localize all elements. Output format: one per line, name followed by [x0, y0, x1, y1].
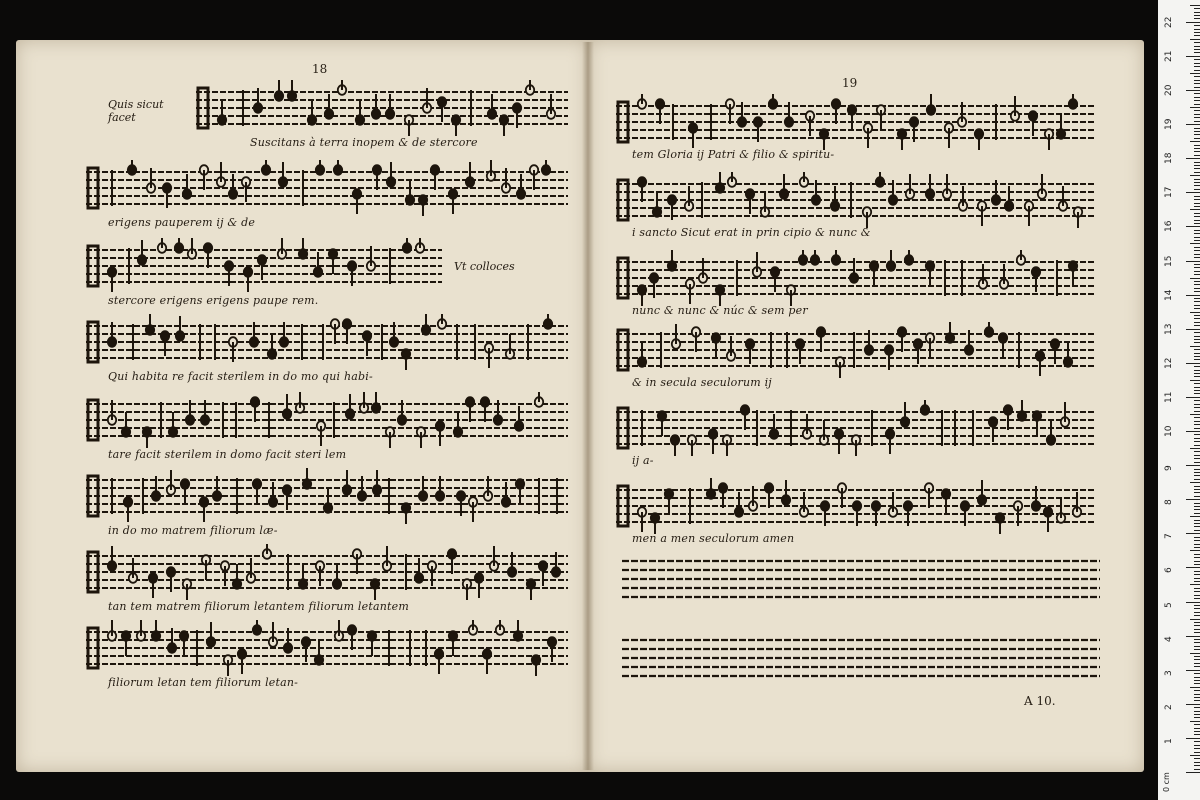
lyric-line-left-1: Suscitans à terra inopem & de stercore — [250, 136, 478, 149]
ruler-tick — [1194, 151, 1200, 152]
ruler-tick — [1194, 537, 1200, 538]
ruler-tick — [1194, 424, 1200, 425]
ruler-tick — [1194, 731, 1200, 732]
lyric-line-left-7: tan tem matrem filiorum letantem filiorum letantem — [108, 600, 409, 613]
ruler-tick — [1194, 216, 1200, 217]
ruler-tick — [1190, 516, 1200, 517]
ruler-tick — [1194, 561, 1200, 562]
ruler-tick — [1194, 172, 1200, 173]
ruler-tick — [1194, 649, 1200, 650]
ruler-tick — [1194, 462, 1200, 463]
ruler-tick — [1194, 383, 1200, 384]
ruler-tick — [1194, 63, 1200, 64]
ruler-tick — [1186, 158, 1200, 159]
music-staff-right-6 — [616, 476, 1096, 536]
music-staff-left-8 — [86, 618, 568, 678]
ruler-tick — [1186, 192, 1200, 193]
ruler-tick — [1194, 233, 1200, 234]
ruler-tick — [1194, 165, 1200, 166]
music-staff-left-3 — [86, 236, 442, 296]
ruler-tick — [1186, 124, 1200, 125]
ruler-tick — [1186, 465, 1200, 466]
ruler-tick — [1194, 407, 1200, 408]
ruler-tick — [1194, 411, 1200, 412]
ruler-cm-label: 1 — [1164, 738, 1174, 744]
ruler-tick — [1194, 196, 1200, 197]
ruler-tick — [1194, 264, 1200, 265]
ruler-tick — [1194, 530, 1200, 531]
ruler-tick — [1194, 680, 1200, 681]
ruler-tick — [1190, 73, 1200, 74]
ruler-cm-label: 3 — [1164, 669, 1174, 676]
ruler-tick — [1194, 673, 1200, 674]
ruler-tick — [1194, 366, 1200, 367]
ruler-tick — [1194, 131, 1200, 132]
ruler-tick — [1194, 700, 1200, 701]
ruler-tick — [1194, 540, 1200, 541]
ruler-tick — [1194, 254, 1200, 255]
ruler-tick — [1194, 734, 1200, 735]
ruler-tick — [1194, 741, 1200, 742]
ruler-tick — [1186, 567, 1200, 568]
ruler-cm-label: 21 — [1164, 50, 1174, 62]
ruler-tick — [1194, 642, 1200, 643]
ruler-tick — [1194, 758, 1200, 759]
lyric-line-right-1: tem Gloria ij Patri & filio & spiritu- — [632, 148, 835, 161]
lyric-line-right-2: i sancto Sicut erat in prin cipio & nunc & — [632, 226, 871, 239]
ruler-tick — [1194, 434, 1200, 435]
ruler-tick — [1194, 690, 1200, 691]
ruler-tick — [1194, 257, 1200, 258]
lyric-line-right-6: men a men seculorum amen — [632, 532, 795, 545]
ruler-cm-label: 5 — [1164, 601, 1174, 608]
ruler-tick — [1194, 370, 1200, 371]
ruler-tick — [1186, 22, 1200, 23]
music-staff-right-4 — [616, 320, 1096, 380]
ruler-tick — [1186, 56, 1200, 57]
ruler-tick — [1194, 274, 1200, 275]
ruler-tick — [1194, 523, 1200, 524]
ruler-tick — [1194, 571, 1200, 572]
ruler-tick — [1190, 278, 1200, 279]
ruler-tick — [1194, 8, 1200, 9]
ruler-tick — [1194, 574, 1200, 575]
ruler-tick — [1186, 738, 1200, 739]
ruler-tick — [1194, 49, 1200, 50]
ruler-tick — [1194, 451, 1200, 452]
ruler-tick — [1190, 5, 1200, 6]
ruler-cm-label: 13 — [1164, 323, 1174, 335]
ruler-tick — [1194, 15, 1200, 16]
ruler-tick — [1194, 185, 1200, 186]
ruler-tick — [1190, 346, 1200, 347]
ruler-cm-label: 8 — [1164, 499, 1174, 506]
ruler-tick — [1186, 499, 1200, 500]
music-staff-left-6 — [86, 466, 568, 526]
ruler-tick — [1194, 421, 1200, 422]
ruler-unit-label: 0 cm — [1162, 772, 1171, 792]
ruler-tick — [1194, 189, 1200, 190]
ruler-cm-label: 4 — [1164, 635, 1174, 642]
ruler-tick — [1194, 114, 1200, 115]
ruler-tick — [1194, 199, 1200, 200]
ruler-tick — [1194, 52, 1200, 53]
ruler-tick — [1194, 134, 1200, 135]
ruler-tick — [1194, 155, 1200, 156]
measurement-ruler — [1158, 0, 1200, 800]
ruler-tick — [1194, 318, 1200, 319]
ruler-tick — [1194, 162, 1200, 163]
ruler-tick — [1194, 18, 1200, 19]
ruler-tick — [1194, 247, 1200, 248]
ruler-tick — [1194, 707, 1200, 708]
ruler-tick — [1194, 598, 1200, 599]
ruler-tick — [1194, 284, 1200, 285]
ruler-tick — [1194, 544, 1200, 545]
ruler-tick — [1194, 656, 1200, 657]
ruler-tick — [1194, 769, 1200, 770]
ruler-tick — [1194, 717, 1200, 718]
ruler-tick — [1190, 107, 1200, 108]
ruler-cm-label: 18 — [1164, 152, 1174, 165]
ruler-tick — [1194, 591, 1200, 592]
ruler-tick — [1194, 373, 1200, 374]
ruler-tick — [1194, 298, 1200, 299]
ruler-tick — [1194, 59, 1200, 60]
ruler-tick — [1194, 417, 1200, 418]
ruler-tick — [1194, 711, 1200, 712]
ruler-tick — [1186, 226, 1200, 227]
ruler-cm-label: 12 — [1164, 357, 1174, 369]
ruler-tick — [1194, 83, 1200, 84]
ruler-tick — [1186, 533, 1200, 534]
ruler-tick — [1190, 39, 1200, 40]
music-staff-left-2 — [86, 158, 568, 218]
ruler-tick — [1194, 745, 1200, 746]
ruler-cm-label: 20 — [1164, 84, 1174, 96]
ruler-tick — [1190, 687, 1200, 688]
ruler-tick — [1194, 237, 1200, 238]
ruler-tick — [1190, 721, 1200, 722]
empty-staff-2 — [622, 636, 1100, 684]
ruler-tick — [1194, 666, 1200, 667]
ruler-tick — [1194, 557, 1200, 558]
ruler-tick — [1194, 489, 1200, 490]
ruler-tick — [1190, 584, 1200, 585]
ruler-cm-label: 22 — [1164, 16, 1174, 28]
ruler-tick — [1194, 117, 1200, 118]
ruler-tick — [1194, 472, 1200, 473]
ruler-tick — [1194, 393, 1200, 394]
empty-staff-1 — [622, 557, 1100, 605]
ruler-tick — [1186, 329, 1200, 330]
ruler-tick — [1194, 339, 1200, 340]
ruler-tick — [1194, 588, 1200, 589]
ruler-tick — [1194, 213, 1200, 214]
ruler-cm-label: 11 — [1164, 391, 1174, 403]
ruler-tick — [1194, 428, 1200, 429]
cue-text: Quis sicut facet — [108, 98, 164, 124]
ruler-tick — [1194, 359, 1200, 360]
ruler-tick — [1194, 612, 1200, 613]
ruler-tick — [1186, 261, 1200, 262]
ruler-tick — [1194, 97, 1200, 98]
ruler-tick — [1194, 438, 1200, 439]
ruler-tick — [1190, 653, 1200, 654]
lyric-line-left-5: tare facit sterilem in domo facit steri lem — [108, 448, 347, 461]
ruler-tick — [1194, 646, 1200, 647]
ruler-tick — [1194, 605, 1200, 606]
right-page-number: 19 — [842, 76, 858, 90]
ruler-tick — [1194, 80, 1200, 81]
ruler-tick — [1194, 267, 1200, 268]
lyric-line-right-4: & in secula seculorum ij — [632, 376, 772, 389]
music-staff-right-2 — [616, 170, 1096, 230]
ruler-cm-label: 14 — [1164, 289, 1174, 301]
music-staff-right-1 — [616, 92, 1096, 152]
ruler-tick — [1194, 697, 1200, 698]
ruler-tick — [1194, 659, 1200, 660]
ruler-tick — [1194, 458, 1200, 459]
lyric-line-left-6: in do mo matrem filiorum læ- — [108, 524, 278, 537]
ruler-tick — [1194, 639, 1200, 640]
ruler-cm-label: 10 — [1164, 425, 1174, 437]
ruler-tick — [1194, 765, 1200, 766]
ruler-tick — [1194, 179, 1200, 180]
music-staff-left-4 — [86, 312, 568, 372]
ruler-tick — [1194, 182, 1200, 183]
ruler-cm-label: 16 — [1164, 220, 1174, 233]
ruler-tick — [1186, 704, 1200, 705]
ruler-cm-label: 15 — [1164, 255, 1174, 267]
ruler-tick — [1194, 547, 1200, 548]
ruler-tick — [1190, 550, 1200, 551]
ruler-tick — [1194, 475, 1200, 476]
ruler-tick — [1190, 243, 1200, 244]
ruler-tick — [1194, 492, 1200, 493]
lyric-line-left-3: stercore erigens erigens paupe rem. — [108, 294, 319, 307]
left-page-number: 18 — [312, 62, 328, 76]
ruler-tick — [1194, 728, 1200, 729]
ruler-tick — [1190, 209, 1200, 210]
signature-mark: A 10. — [1024, 694, 1056, 708]
ruler-tick — [1194, 220, 1200, 221]
ruler-tick — [1190, 448, 1200, 449]
ruler-tick — [1194, 762, 1200, 763]
ruler-tick — [1194, 526, 1200, 527]
ruler-tick — [1186, 772, 1200, 773]
ruler-tick — [1194, 387, 1200, 388]
ruler-tick — [1194, 301, 1200, 302]
ruler-tick — [1194, 677, 1200, 678]
lyric-line-right-3: nunc & nunc & núc & sem per — [632, 304, 808, 317]
ruler-tick — [1194, 145, 1200, 146]
ruler-tick — [1194, 291, 1200, 292]
ruler-tick — [1194, 70, 1200, 71]
ruler-tick — [1194, 35, 1200, 36]
lyric-line-right-5: ij a- — [632, 454, 654, 467]
ruler-tick — [1194, 271, 1200, 272]
music-staff-left-7 — [86, 542, 568, 602]
ruler-tick — [1186, 602, 1200, 603]
ruler-tick — [1194, 46, 1200, 47]
ruler-tick — [1194, 441, 1200, 442]
ruler-tick — [1194, 615, 1200, 616]
ruler-tick — [1194, 554, 1200, 555]
ruler-tick — [1194, 128, 1200, 129]
ruler-tick — [1194, 496, 1200, 497]
ruler-tick — [1194, 66, 1200, 67]
ruler-tick — [1194, 445, 1200, 446]
ruler-tick — [1194, 455, 1200, 456]
ruler-tick — [1194, 503, 1200, 504]
ruler-tick — [1194, 632, 1200, 633]
ruler-cm-label: 9 — [1164, 465, 1174, 472]
lyric-line-left-8: filiorum letan tem filiorum letan- — [108, 676, 299, 689]
ruler-tick — [1186, 90, 1200, 91]
lyric-line-left-2: erigens pauperem ij & de — [108, 216, 256, 229]
ruler-tick — [1194, 110, 1200, 111]
ruler-tick — [1194, 479, 1200, 480]
ruler-tick — [1194, 104, 1200, 105]
ruler-tick — [1194, 288, 1200, 289]
ruler-tick — [1194, 223, 1200, 224]
ruler-tick — [1194, 520, 1200, 521]
music-staff-right-5 — [616, 398, 1096, 458]
ruler-tick — [1194, 400, 1200, 401]
ruler-tick — [1194, 322, 1200, 323]
ruler-cm-label: 7 — [1164, 533, 1174, 540]
ruler-tick — [1190, 414, 1200, 415]
ruler-tick — [1194, 148, 1200, 149]
ruler-tick — [1194, 564, 1200, 565]
ruler-tick — [1190, 619, 1200, 620]
ruler-tick — [1194, 376, 1200, 377]
ruler-tick — [1194, 206, 1200, 207]
ruler-cm-label: 17 — [1164, 186, 1174, 199]
ruler-tick — [1194, 342, 1200, 343]
ruler-tick — [1194, 581, 1200, 582]
ruler-tick — [1194, 509, 1200, 510]
ruler-tick — [1194, 349, 1200, 350]
ruler-tick — [1186, 295, 1200, 296]
ruler-tick — [1186, 363, 1200, 364]
ruler-tick — [1194, 308, 1200, 309]
ruler-tick — [1190, 312, 1200, 313]
ruler-tick — [1194, 469, 1200, 470]
ruler-tick — [1194, 29, 1200, 30]
ruler-tick — [1194, 608, 1200, 609]
ruler-tick — [1194, 12, 1200, 13]
ruler-tick — [1194, 622, 1200, 623]
ruler-tick — [1194, 629, 1200, 630]
ruler-tick — [1190, 755, 1200, 756]
ruler-tick — [1194, 100, 1200, 101]
ruler-tick — [1194, 390, 1200, 391]
lyric-line-left-4: Qui habita re facit sterilem in do mo qui habi- — [108, 370, 373, 383]
ruler-tick — [1194, 694, 1200, 695]
ruler-tick — [1194, 332, 1200, 333]
ruler-tick — [1194, 625, 1200, 626]
ruler-tick — [1194, 250, 1200, 251]
ruler-tick — [1194, 353, 1200, 354]
ruler-tick — [1194, 25, 1200, 26]
ruler-tick — [1194, 93, 1200, 94]
ruler-tick — [1194, 752, 1200, 753]
ruler-cm-label: 6 — [1164, 567, 1174, 574]
ruler-tick — [1194, 76, 1200, 77]
ruler-tick — [1194, 595, 1200, 596]
ruler-tick — [1194, 513, 1200, 514]
ruler-tick — [1194, 714, 1200, 715]
ruler-tick — [1194, 724, 1200, 725]
book-gutter — [582, 42, 594, 770]
ruler-tick — [1194, 356, 1200, 357]
ruler-tick — [1190, 141, 1200, 142]
ruler-tick — [1194, 305, 1200, 306]
ruler-tick — [1194, 663, 1200, 664]
music-staff-left-5 — [86, 390, 568, 450]
ruler-tick — [1194, 404, 1200, 405]
ruler-tick — [1194, 506, 1200, 507]
ruler-tick — [1194, 325, 1200, 326]
ruler-tick — [1186, 670, 1200, 671]
ruler-tick — [1194, 578, 1200, 579]
ruler-tick — [1194, 683, 1200, 684]
ruler-tick — [1194, 336, 1200, 337]
ruler-tick — [1194, 281, 1200, 282]
ruler-cm-label: 2 — [1164, 704, 1174, 710]
ruler-tick — [1194, 486, 1200, 487]
ruler-tick — [1194, 315, 1200, 316]
ruler-tick — [1190, 175, 1200, 176]
ruler-tick — [1186, 431, 1200, 432]
ruler-tick — [1194, 138, 1200, 139]
ruler-tick — [1194, 240, 1200, 241]
ruler-tick — [1186, 397, 1200, 398]
ruler-tick — [1194, 42, 1200, 43]
music-staff-left-1 — [196, 78, 568, 138]
ruler-tick — [1194, 87, 1200, 88]
ruler-tick — [1194, 168, 1200, 169]
ruler-tick — [1194, 748, 1200, 749]
ruler-tick — [1194, 32, 1200, 33]
ruler-tick — [1194, 203, 1200, 204]
ruler-tick — [1186, 636, 1200, 637]
ruler-tick — [1194, 230, 1200, 231]
ruler-tick — [1190, 380, 1200, 381]
music-staff-right-3 — [616, 248, 1096, 308]
ruler-tick — [1194, 121, 1200, 122]
inline-cue: Vt colloces — [454, 260, 515, 273]
ruler-cm-label: 19 — [1164, 118, 1174, 131]
ruler-tick — [1190, 482, 1200, 483]
